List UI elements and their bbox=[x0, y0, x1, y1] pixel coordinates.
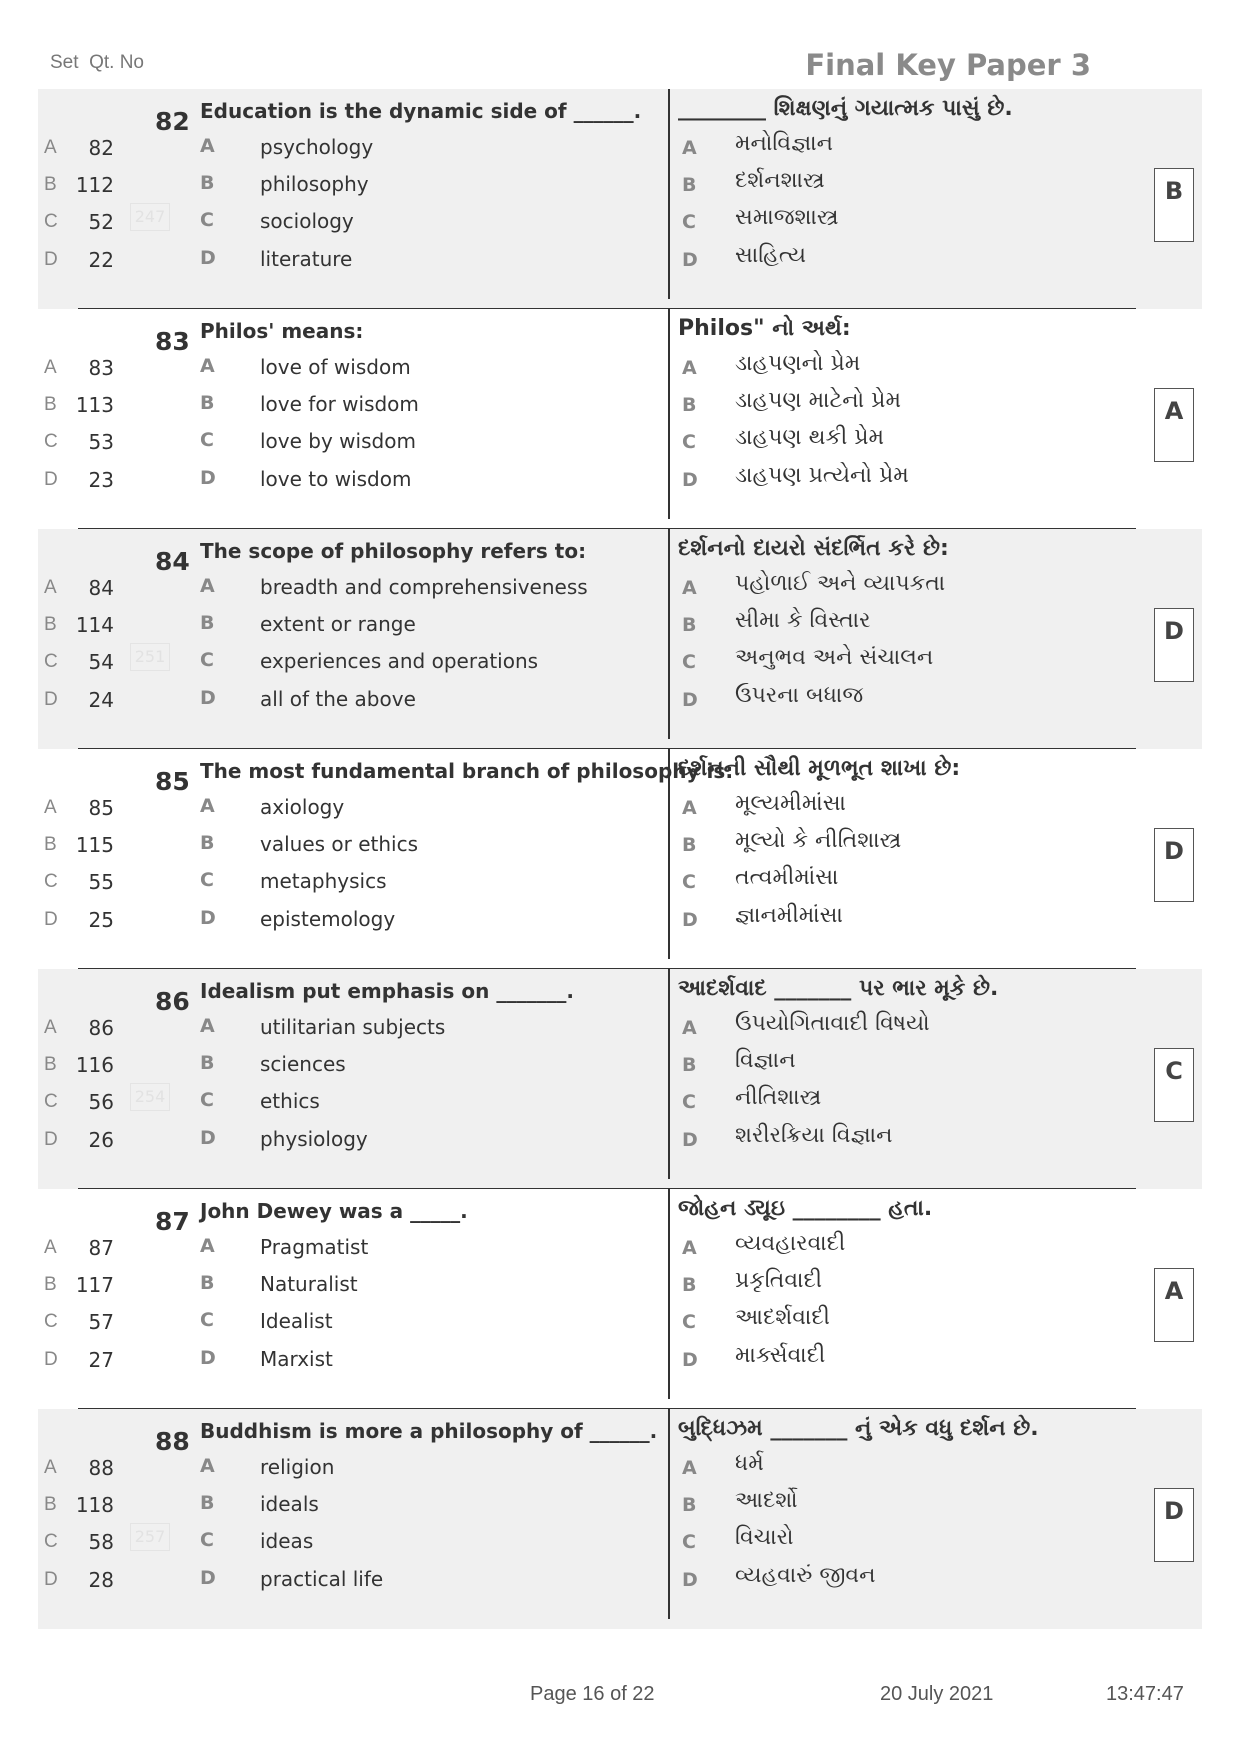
option-text-english: love for wisdom bbox=[260, 392, 419, 416]
set-letter: B bbox=[44, 174, 57, 195]
option-text-gujarati: માર્ક્સવાદી bbox=[735, 1343, 826, 1368]
option-text-english: ethics bbox=[260, 1089, 320, 1113]
option-text-english: sociology bbox=[260, 209, 354, 233]
question-text-gujarati: જોહન ડ્યૂઇ ________ હતા. bbox=[678, 1196, 933, 1221]
option-row bbox=[38, 903, 1202, 933]
option-row bbox=[38, 1011, 1202, 1041]
answer-key-box: B bbox=[1154, 168, 1194, 242]
option-row bbox=[38, 351, 1202, 381]
option-text-english: values or ethics bbox=[260, 832, 419, 856]
option-row bbox=[38, 425, 1202, 455]
set-letter: D bbox=[44, 249, 58, 270]
question-text-english: Idealism put emphasis on _______. bbox=[200, 979, 574, 1003]
option-text-gujarati: ઉપરના બધાજ bbox=[735, 683, 864, 708]
option-text-gujarati: સમાજશાસ્ત્ર bbox=[735, 205, 839, 230]
set-question-number: 26 bbox=[88, 1128, 114, 1152]
option-text-gujarati: ઉપયોગિતાવાદી વિષયો bbox=[735, 1011, 930, 1036]
option-text-gujarati: નીતિશાસ્ત્ર bbox=[735, 1085, 822, 1110]
set-question-number: 112 bbox=[75, 173, 114, 197]
set-letter: B bbox=[44, 614, 57, 635]
option-text-gujarati: તત્વમીમાંસા bbox=[735, 865, 839, 890]
option-letter: B bbox=[200, 1052, 215, 1074]
option-row bbox=[38, 571, 1202, 601]
block-divider bbox=[78, 1408, 1136, 1409]
option-letter-gujarati-column: B bbox=[682, 1494, 697, 1516]
option-letter-gujarati-column: C bbox=[682, 211, 696, 233]
option-letter: C bbox=[200, 209, 214, 231]
option-text-english: literature bbox=[260, 247, 353, 271]
set-letter: C bbox=[44, 651, 58, 672]
set-letter: D bbox=[44, 1569, 58, 1590]
option-letter: B bbox=[200, 832, 215, 854]
option-letter-gujarati-column: B bbox=[682, 394, 697, 416]
option-text-gujarati: પ્રકૃતિવાદી bbox=[735, 1268, 823, 1293]
question-block bbox=[38, 89, 1202, 309]
option-letter-gujarati-column: A bbox=[682, 797, 697, 819]
option-text-gujarati: આદર્શવાદી bbox=[735, 1305, 830, 1330]
question-number: 84 bbox=[155, 547, 190, 576]
option-letter: A bbox=[200, 1235, 215, 1257]
option-letter: C bbox=[200, 649, 214, 671]
option-text-gujarati: દર્શનશાસ્ત્ર bbox=[735, 168, 825, 193]
question-number: 83 bbox=[155, 327, 190, 356]
print-time: 13:47:47 bbox=[1106, 1683, 1184, 1705]
print-date: 20 July 2021 bbox=[880, 1683, 994, 1705]
option-letter: A bbox=[200, 1455, 215, 1477]
option-letter: D bbox=[200, 247, 216, 269]
option-text-gujarati: સાહિત્ય bbox=[735, 243, 807, 268]
option-text-english: love of wisdom bbox=[260, 355, 411, 379]
option-letter-gujarati-column: B bbox=[682, 834, 697, 856]
option-letter: A bbox=[200, 1015, 215, 1037]
set-label: Set bbox=[50, 52, 79, 73]
option-letter-gujarati-column: A bbox=[682, 1457, 697, 1479]
question-block bbox=[38, 969, 1202, 1189]
set-letter: C bbox=[44, 211, 58, 232]
set-letter: C bbox=[44, 1531, 58, 1552]
option-letter-gujarati-column: D bbox=[682, 1569, 698, 1591]
set-question-number: 23 bbox=[88, 468, 114, 492]
question-number: 82 bbox=[155, 107, 190, 136]
question-block bbox=[38, 529, 1202, 749]
set-question-number: 53 bbox=[88, 430, 114, 454]
question-text-english: The most fundamental branch of philosophy is: bbox=[200, 759, 734, 783]
set-question-number: 116 bbox=[75, 1053, 114, 1077]
option-letter: A bbox=[200, 575, 215, 597]
option-letter: C bbox=[200, 1089, 214, 1111]
option-row bbox=[38, 683, 1202, 713]
option-text-english: ideals bbox=[260, 1492, 319, 1516]
set-question-number: 56 bbox=[88, 1090, 114, 1114]
option-text-gujarati: મનોવિજ્ઞાન bbox=[735, 131, 834, 156]
option-row bbox=[38, 131, 1202, 161]
option-letter: C bbox=[200, 1529, 214, 1551]
set-question-number: 25 bbox=[88, 908, 114, 932]
option-letter: C bbox=[200, 1309, 214, 1331]
faint-stamp: 257 bbox=[130, 1523, 170, 1551]
question-number: 86 bbox=[155, 987, 190, 1016]
option-row bbox=[38, 205, 1202, 235]
set-letter: B bbox=[44, 1274, 57, 1295]
set-question-number: 83 bbox=[88, 356, 114, 380]
question-block bbox=[38, 1189, 1202, 1409]
set-question-number: 87 bbox=[88, 1236, 114, 1260]
set-question-number: 113 bbox=[75, 393, 114, 417]
option-text-english: Idealist bbox=[260, 1309, 333, 1333]
answer-key-box: A bbox=[1154, 1268, 1194, 1342]
question-number: 85 bbox=[155, 767, 190, 796]
option-text-gujarati: અનુભવ અને સંચાલન bbox=[735, 645, 934, 670]
set-question-number: 114 bbox=[75, 613, 114, 637]
option-text-gujarati: શરીરક્રિયા વિજ્ઞાન bbox=[735, 1123, 893, 1148]
block-divider bbox=[78, 1188, 1136, 1189]
option-letter-gujarati-column: D bbox=[682, 469, 698, 491]
option-text-english: experiences and operations bbox=[260, 649, 539, 673]
option-letter-gujarati-column: C bbox=[682, 1311, 696, 1333]
set-letter: A bbox=[44, 1457, 57, 1478]
faint-stamp: 251 bbox=[130, 643, 170, 671]
question-text-gujarati: Philos" નો અર્થ: bbox=[678, 316, 851, 341]
option-text-english: religion bbox=[260, 1455, 335, 1479]
block-divider bbox=[78, 308, 1136, 309]
question-text-english: The scope of philosophy refers to: bbox=[200, 539, 587, 563]
set-letter: D bbox=[44, 909, 58, 930]
block-divider bbox=[78, 528, 1136, 529]
question-text-gujarati: દર્શનનો દાયરો સંદર્ભિત કરે છે: bbox=[678, 536, 949, 561]
option-letter: D bbox=[200, 907, 216, 929]
option-text-gujarati: જ્ઞાનમીમાંસા bbox=[735, 903, 843, 928]
option-text-gujarati: વિચારો bbox=[735, 1525, 794, 1550]
option-text-gujarati: મૂલ્યમીમાંસા bbox=[735, 791, 846, 816]
option-text-english: physiology bbox=[260, 1127, 368, 1151]
question-number: 88 bbox=[155, 1427, 190, 1456]
option-letter-gujarati-column: D bbox=[682, 689, 698, 711]
set-question-number: 86 bbox=[88, 1016, 114, 1040]
option-row bbox=[38, 1451, 1202, 1481]
page-number: Page 16 of 22 bbox=[530, 1683, 655, 1705]
option-row bbox=[38, 645, 1202, 675]
set-letter: B bbox=[44, 1054, 57, 1075]
option-letter: B bbox=[200, 172, 215, 194]
option-letter-gujarati-column: A bbox=[682, 1237, 697, 1259]
option-letter-gujarati-column: C bbox=[682, 871, 696, 893]
set-letter: D bbox=[44, 1349, 58, 1370]
set-letter: A bbox=[44, 1237, 57, 1258]
set-letter: A bbox=[44, 797, 57, 818]
option-text-english: Pragmatist bbox=[260, 1235, 369, 1259]
option-text-english: utilitarian subjects bbox=[260, 1015, 446, 1039]
block-divider bbox=[78, 968, 1136, 969]
option-row bbox=[38, 1048, 1202, 1078]
set-letter: D bbox=[44, 1129, 58, 1150]
faint-stamp: 254 bbox=[130, 1083, 170, 1111]
question-text-english: Philos' means: bbox=[200, 319, 364, 343]
page-title: Final Key Paper 3 bbox=[805, 48, 1091, 82]
option-text-english: practical life bbox=[260, 1567, 384, 1591]
option-row bbox=[38, 243, 1202, 273]
option-text-gujarati: ડાહપણનો પ્રેમ bbox=[735, 351, 861, 376]
option-letter-gujarati-column: C bbox=[682, 651, 696, 673]
option-letter-gujarati-column: D bbox=[682, 1129, 698, 1151]
set-question-number: 115 bbox=[75, 833, 114, 857]
option-letter: B bbox=[200, 392, 215, 414]
option-letter-gujarati-column: A bbox=[682, 577, 697, 599]
option-letter-gujarati-column: D bbox=[682, 909, 698, 931]
option-row bbox=[38, 1343, 1202, 1373]
option-letter-gujarati-column: C bbox=[682, 1531, 696, 1553]
option-text-gujarati: ધર્મ bbox=[735, 1451, 764, 1476]
option-letter-gujarati-column: D bbox=[682, 249, 698, 271]
question-text-english: John Dewey was a _____. bbox=[200, 1199, 468, 1223]
option-letter-gujarati-column: B bbox=[682, 1054, 697, 1076]
answer-key-box: D bbox=[1154, 608, 1194, 682]
set-letter: A bbox=[44, 577, 57, 598]
option-letter: D bbox=[200, 467, 216, 489]
question-text-gujarati: દર્શનની સૌથી મૂળભૂત શાખા છે: bbox=[678, 756, 961, 781]
question-text-gujarati: આદર્શવાદ _______ પર ભાર મૂકે છે. bbox=[678, 976, 999, 1001]
option-letter: A bbox=[200, 135, 215, 157]
option-letter: D bbox=[200, 1347, 216, 1369]
option-row bbox=[38, 865, 1202, 895]
option-letter: C bbox=[200, 429, 214, 451]
question-block bbox=[38, 1409, 1202, 1629]
option-text-english: psychology bbox=[260, 135, 374, 159]
option-text-gujarati: મૂલ્યો કે નીતિશાસ્ત્ર bbox=[735, 828, 902, 853]
set-letter: A bbox=[44, 357, 57, 378]
option-letter-gujarati-column: C bbox=[682, 1091, 696, 1113]
option-row bbox=[38, 1563, 1202, 1593]
option-letter: D bbox=[200, 687, 216, 709]
option-text-english: ideas bbox=[260, 1529, 314, 1553]
option-text-english: axiology bbox=[260, 795, 345, 819]
option-row bbox=[38, 168, 1202, 198]
option-row bbox=[38, 608, 1202, 638]
option-letter: D bbox=[200, 1567, 216, 1589]
option-text-gujarati: આદર્શો bbox=[735, 1488, 798, 1513]
set-letter: A bbox=[44, 1017, 57, 1038]
set-question-number: 85 bbox=[88, 796, 114, 820]
set-question-number: 52 bbox=[88, 210, 114, 234]
option-row bbox=[38, 1525, 1202, 1555]
set-question-number: 55 bbox=[88, 870, 114, 894]
set-letter: B bbox=[44, 394, 57, 415]
option-text-english: love by wisdom bbox=[260, 429, 416, 453]
option-text-gujarati: ડાહપણ થકી પ્રેમ bbox=[735, 425, 885, 450]
set-letter: C bbox=[44, 431, 58, 452]
option-letter: C bbox=[200, 869, 214, 891]
answer-key-box: D bbox=[1154, 1488, 1194, 1562]
option-text-english: epistemology bbox=[260, 907, 396, 931]
set-question-number: 28 bbox=[88, 1568, 114, 1592]
option-letter-gujarati-column: A bbox=[682, 137, 697, 159]
option-letter: A bbox=[200, 795, 215, 817]
option-letter-gujarati-column: A bbox=[682, 357, 697, 379]
option-row bbox=[38, 1305, 1202, 1335]
question-number: 87 bbox=[155, 1207, 190, 1236]
set-question-number: 88 bbox=[88, 1456, 114, 1480]
option-row bbox=[38, 1085, 1202, 1115]
set-letter: D bbox=[44, 469, 58, 490]
option-letter-gujarati-column: C bbox=[682, 431, 696, 453]
option-text-gujarati: ડાહપણ પ્રત્યેનો પ્રેમ bbox=[735, 463, 909, 488]
qno-label: Qt. No bbox=[89, 52, 144, 73]
option-text-english: philosophy bbox=[260, 172, 369, 196]
option-letter-gujarati-column: B bbox=[682, 614, 697, 636]
option-row bbox=[38, 791, 1202, 821]
option-text-english: metaphysics bbox=[260, 869, 387, 893]
option-text-english: extent or range bbox=[260, 612, 416, 636]
option-letter: B bbox=[200, 612, 215, 634]
question-text-english: Education is the dynamic side of ______. bbox=[200, 99, 642, 123]
option-text-gujarati: પહોળાઈ અને વ્યાપકતા bbox=[735, 571, 946, 596]
option-text-english: love to wisdom bbox=[260, 467, 412, 491]
option-text-english: sciences bbox=[260, 1052, 346, 1076]
set-question-number: 58 bbox=[88, 1530, 114, 1554]
set-letter: C bbox=[44, 1091, 58, 1112]
option-letter: B bbox=[200, 1492, 215, 1514]
question-text-english: Buddhism is more a philosophy of ______. bbox=[200, 1419, 658, 1443]
option-row bbox=[38, 1123, 1202, 1153]
option-letter: D bbox=[200, 1127, 216, 1149]
option-text-gujarati: વ્યવહારવાદી bbox=[735, 1231, 846, 1256]
set-question-number: 27 bbox=[88, 1348, 114, 1372]
option-row bbox=[38, 463, 1202, 493]
option-letter: B bbox=[200, 1272, 215, 1294]
question-text-gujarati: ________ શિક્ષણનું ગયાત્મક પાસું છે. bbox=[678, 96, 1013, 121]
set-question-number: 117 bbox=[75, 1273, 114, 1297]
option-text-gujarati: વિજ્ઞાન bbox=[735, 1048, 796, 1073]
option-text-gujarati: ડાહપણ માટેનો પ્રેમ bbox=[735, 388, 901, 413]
set-letter: B bbox=[44, 834, 57, 855]
set-qno-header bbox=[50, 52, 144, 74]
option-letter: A bbox=[200, 355, 215, 377]
option-text-english: Naturalist bbox=[260, 1272, 358, 1296]
set-letter: D bbox=[44, 689, 58, 710]
answer-key-box: D bbox=[1154, 828, 1194, 902]
option-text-gujarati: સીમા કે વિસ્તાર bbox=[735, 608, 871, 633]
option-row bbox=[38, 1231, 1202, 1261]
set-question-number: 54 bbox=[88, 650, 114, 674]
option-letter-gujarati-column: B bbox=[682, 1274, 697, 1296]
set-question-number: 82 bbox=[88, 136, 114, 160]
option-text-gujarati: વ્યહવારું જીવન bbox=[735, 1563, 876, 1588]
option-row bbox=[38, 1268, 1202, 1298]
question-block bbox=[38, 309, 1202, 529]
option-letter-gujarati-column: D bbox=[682, 1349, 698, 1371]
option-row bbox=[38, 1488, 1202, 1518]
question-text-gujarati: બુદ્ધિઝમ _______ નું એક વધુ દર્શન છે. bbox=[678, 1416, 1039, 1441]
option-row bbox=[38, 388, 1202, 418]
set-letter: C bbox=[44, 871, 58, 892]
option-letter-gujarati-column: B bbox=[682, 174, 697, 196]
option-letter-gujarati-column: A bbox=[682, 1017, 697, 1039]
answer-key-box: C bbox=[1154, 1048, 1194, 1122]
set-question-number: 118 bbox=[75, 1493, 114, 1517]
option-row bbox=[38, 828, 1202, 858]
set-question-number: 24 bbox=[88, 688, 114, 712]
set-question-number: 22 bbox=[88, 248, 114, 272]
option-text-english: breadth and comprehensiveness bbox=[260, 575, 588, 599]
faint-stamp: 247 bbox=[130, 203, 170, 231]
set-letter: B bbox=[44, 1494, 57, 1515]
answer-key-box: A bbox=[1154, 388, 1194, 462]
option-text-english: Marxist bbox=[260, 1347, 333, 1371]
set-question-number: 57 bbox=[88, 1310, 114, 1334]
option-text-english: all of the above bbox=[260, 687, 416, 711]
question-block bbox=[38, 749, 1202, 969]
set-question-number: 84 bbox=[88, 576, 114, 600]
set-letter: A bbox=[44, 137, 57, 158]
block-divider bbox=[78, 748, 1136, 749]
set-letter: C bbox=[44, 1311, 58, 1332]
